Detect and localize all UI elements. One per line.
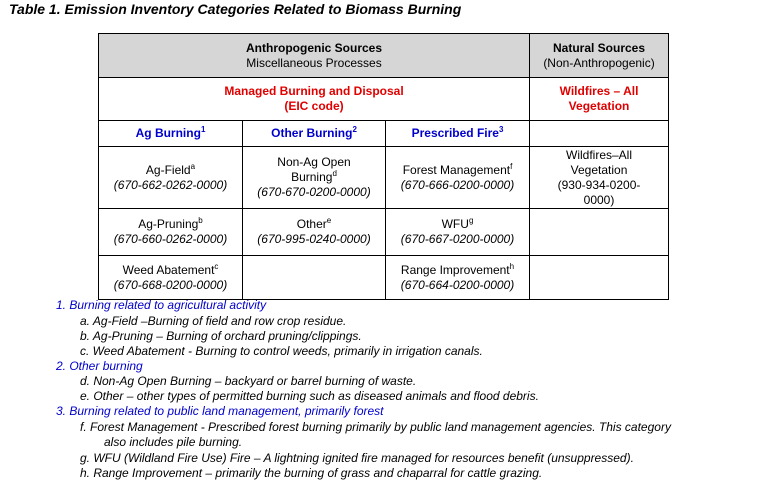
category-name: Burning (291, 170, 333, 184)
footnote-c: c. Weed Abatement - Burning to control weeds, primarily in irrigation canals. (80, 344, 483, 358)
cell-weed-abatement (99, 256, 243, 300)
footnote-ref: a (190, 161, 196, 171)
footnote-ref: e (326, 216, 332, 225)
eic-code: (670-667-0200-0000) (400, 232, 515, 246)
footnote-ref: d (332, 169, 337, 178)
column-other-burning-label: Other Burning (271, 126, 353, 140)
footnote-g: g. WFU (Wildland Fire Use) Fire – A lightning ignited fire managed for resources benefit (unsuppressed). (80, 451, 634, 465)
cell-empty (530, 209, 669, 256)
managed-burning-header (99, 78, 530, 121)
cell-range-improvement (386, 256, 530, 300)
footnote-ref: 3 (498, 125, 504, 134)
footnote-b: b. Ag-Pruning – Burning of orchard pruning/clippings. (80, 329, 362, 343)
wildfires-header-line1: Wildfires – All (559, 84, 639, 98)
footnote-ref: c (214, 261, 219, 271)
cell-other (243, 209, 386, 256)
footnote-d: d. Non-Ag Open Burning – backyard or barrel burning of waste. (80, 374, 417, 388)
eic-code: (670-668-0200-0000) (113, 277, 228, 292)
footnote-ref: b (198, 216, 203, 225)
footnote-2: 2. Other burning (56, 359, 143, 373)
anthropogenic-subtitle: Miscellaneous Processes (246, 55, 382, 70)
footnote-ref: h (509, 261, 515, 271)
wildfires-line: Vegetation (570, 163, 628, 177)
footnote-3: 3. Burning related to public land management, primarily forest (56, 404, 384, 418)
eic-code: (670-664-0200-0000) (400, 277, 515, 292)
cell-wfu (386, 209, 530, 256)
footnote-ref: g (468, 216, 474, 225)
cell-empty (243, 256, 386, 300)
eic-code: (670-666-0200-0000) (400, 177, 515, 192)
cell-ag-pruning (99, 209, 243, 256)
footnote-h: h. Range Improvement – primarily the burning of grass and chaparral for cattle grazing. (80, 466, 543, 480)
category-name: Ag-Field (145, 162, 191, 177)
category-name: Other (296, 217, 327, 231)
anthropogenic-header (99, 34, 530, 78)
eic-code: (670-660-0262-0000) (113, 232, 228, 246)
cell-forest-management (386, 147, 530, 209)
wildfires-header (530, 78, 669, 121)
column-other-burning (243, 121, 386, 147)
cell-ag-field (99, 147, 243, 209)
table-title: Table 1. Emission Inventory Categories Related to Biomass Burning (9, 1, 462, 17)
anthropogenic-title: Anthropogenic Sources (246, 40, 383, 55)
category-name: Weed Abatement (122, 262, 215, 277)
category-name: Non-Ag Open (277, 155, 351, 169)
column-ag-burning (99, 121, 243, 147)
column-ag-burning-label: Ag Burning (135, 126, 201, 140)
cell-non-ag-open-burning (243, 147, 386, 209)
footnote-f: f. Forest Management - Prescribed forest burning primarily by public land management agencies. This category (80, 420, 671, 434)
column-prescribed-fire (386, 121, 530, 147)
eic-code: (670-662-0262-0000) (113, 177, 228, 192)
managed-burning-title: Managed Burning and Disposal (224, 84, 404, 98)
category-name: Forest Management (402, 162, 511, 177)
category-name: Range Improvement (400, 262, 510, 277)
footnote-ref: 2 (352, 125, 357, 134)
column-empty (530, 121, 669, 147)
footnote-ref: 1 (200, 125, 206, 134)
natural-subtitle: (Non-Anthropogenic) (543, 55, 655, 70)
eic-code-label: (EIC code) (284, 99, 344, 113)
cell-empty (530, 256, 669, 300)
eic-code: (670-995-0240-0000) (257, 232, 371, 246)
eic-code: (670-670-0200-0000) (257, 185, 371, 199)
footnote-a: a. Ag-Field –Burning of field and row crop residue. (80, 314, 347, 328)
footnote-e: e. Other – other types of permitted burning such as diseased animals and flood debris. (80, 389, 539, 403)
emission-inventory-table (98, 33, 669, 300)
category-name: Ag-Pruning (138, 217, 199, 231)
wildfires-code: (930-934-0200- (557, 178, 641, 192)
category-name: WFU (441, 217, 469, 231)
natural-title: Natural Sources (552, 40, 646, 55)
wildfires-line: Wildfires–All (566, 148, 633, 162)
wildfires-header-line2: Vegetation (568, 99, 630, 113)
column-prescribed-fire-label: Prescribed Fire (411, 126, 499, 140)
wildfires-code: 0000) (583, 193, 615, 207)
footnote-1: 1. Burning related to agricultural activity (56, 298, 267, 312)
footnote-f-continued: also includes pile burning. (104, 435, 243, 449)
footnote-ref: f (510, 161, 513, 171)
cell-wildfires (530, 147, 669, 209)
natural-header (530, 34, 669, 78)
